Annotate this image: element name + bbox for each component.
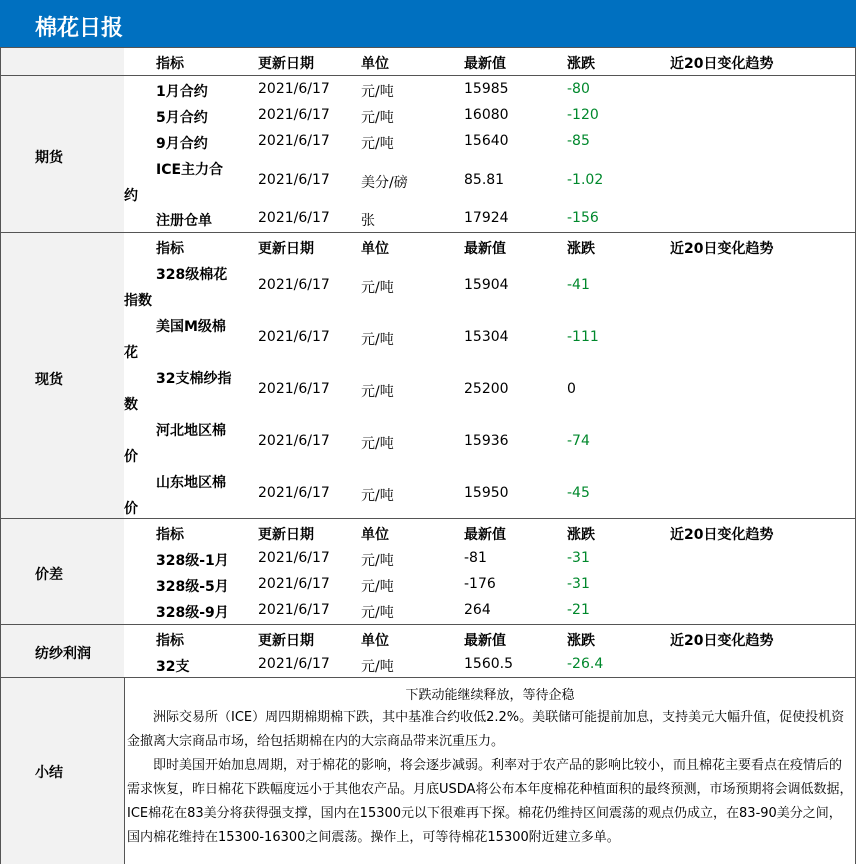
spot-value: 25200 xyxy=(464,381,509,397)
spread-label: 价差 xyxy=(35,567,63,583)
spinning-value: 1560.5 xyxy=(464,656,513,672)
col-header-change: 涨跌 xyxy=(567,633,595,649)
futures-date: 2021/6/17 xyxy=(258,133,330,149)
futures-name-line2: 约 xyxy=(124,188,138,204)
spread-date: 2021/6/17 xyxy=(258,576,330,592)
spread-unit: 元/吨 xyxy=(361,605,394,621)
spread-name: 328级-5月 xyxy=(156,579,229,595)
spread-name: 328级-1月 xyxy=(156,553,229,569)
summary-section xyxy=(0,677,856,864)
spread-change: -31 xyxy=(567,550,590,566)
spinning-change: -26.4 xyxy=(567,656,604,672)
spot-unit: 元/吨 xyxy=(361,280,394,296)
futures-name: 5月合约 xyxy=(156,110,208,126)
header-row xyxy=(0,47,856,75)
futures-change: -156 xyxy=(567,210,599,226)
spread-change: -31 xyxy=(567,576,590,592)
futures-unit: 元/吨 xyxy=(361,110,394,126)
col-header-value: 最新值 xyxy=(464,527,506,543)
col-header-value: 最新值 xyxy=(464,633,506,649)
spot-value: 15904 xyxy=(464,277,509,293)
futures-value: 17924 xyxy=(464,210,509,226)
spread-name: 328级-9月 xyxy=(156,605,229,621)
summary-paragraph-1: 洲际交易所（ICE）周四期棉期棉下跌，其中基准合约收低2.2%。美联储可能提前加息，支持美元大幅升值，促使投机资金撤离大宗商品市场，给包括期棉在内的大宗商品带来沉重压力。 xyxy=(127,710,845,749)
spot-unit: 元/吨 xyxy=(361,332,394,348)
col-header-unit: 单位 xyxy=(361,56,389,72)
spot-name-line2: 花 xyxy=(124,345,138,361)
spinning-date: 2021/6/17 xyxy=(258,656,330,672)
futures-unit: 美分/磅 xyxy=(361,175,408,191)
spot-name-line1: 32支棉纱指 xyxy=(156,371,232,387)
spot-date: 2021/6/17 xyxy=(258,485,330,501)
spot-change: -45 xyxy=(567,485,590,501)
spot-name-line1: 美国M级棉 xyxy=(156,319,226,335)
spot-date: 2021/6/17 xyxy=(258,433,330,449)
summary-box xyxy=(124,678,855,864)
futures-label: 期货 xyxy=(35,150,63,166)
title-bar xyxy=(0,0,856,47)
header-left-cell xyxy=(1,48,124,75)
futures-date: 2021/6/17 xyxy=(258,107,330,123)
futures-change: -120 xyxy=(567,107,599,123)
spot-value: 15304 xyxy=(464,329,509,345)
col-header-date: 更新日期 xyxy=(258,56,314,72)
spot-value: 15950 xyxy=(464,485,509,501)
futures-change: -85 xyxy=(567,133,590,149)
summary-label: 小结 xyxy=(35,765,63,781)
col-header-date: 更新日期 xyxy=(258,241,314,257)
col-header-unit: 单位 xyxy=(361,527,389,543)
spread-unit: 元/吨 xyxy=(361,553,394,569)
spot-value: 15936 xyxy=(464,433,509,449)
spread-value: -176 xyxy=(464,576,496,592)
spot-name-line1: 河北地区棉 xyxy=(156,423,226,439)
spinning-section xyxy=(0,624,856,677)
col-header-date: 更新日期 xyxy=(258,633,314,649)
futures-change: -80 xyxy=(567,81,590,97)
col-header-value: 最新值 xyxy=(464,56,506,72)
spot-unit: 元/吨 xyxy=(361,488,394,504)
futures-change: -1.02 xyxy=(567,172,604,188)
spot-name-line2: 指数 xyxy=(124,293,152,309)
futures-name: 9月合约 xyxy=(156,136,208,152)
col-header-unit: 单位 xyxy=(361,633,389,649)
futures-value: 85.81 xyxy=(464,172,505,188)
futures-value: 16080 xyxy=(464,107,509,123)
summary-paragraph-2: 即时美国开始加息周期，对于棉花的影响，将会逐步减弱。利率对于农产品的影响比较小，而且棉花主要看点在疫情后的需求恢复，昨日棉花下跌幅度远小于其他农产品。月底USDA将公布本年度棉花种植面积的最终预测，市场预期将会调低数据，ICE棉花在83美分将获得强支撑，国内在15300元以下很难再下探。棉花仍维持区间震荡的观点仍成立，在83-90美分之间，国内棉花维持在15300-16300之间震荡。操作上，可等待棉花15300附近建立多单。 xyxy=(127,758,853,845)
col-header-trend: 近20日变化趋势 xyxy=(670,527,774,543)
futures-unit: 元/吨 xyxy=(361,136,394,152)
futures-name: 1月合约 xyxy=(156,84,208,100)
summary-title: 下跌动能继续释放，等待企稳 xyxy=(405,688,575,703)
futures-name-line1: ICE主力合 xyxy=(156,162,224,178)
spot-name-line1: 328级棉花 xyxy=(156,267,228,283)
futures-unit: 张 xyxy=(361,213,375,229)
spot-unit: 元/吨 xyxy=(361,436,394,452)
futures-date: 2021/6/17 xyxy=(258,172,330,188)
spread-change: -21 xyxy=(567,602,590,618)
col-header-trend: 近20日变化趋势 xyxy=(670,56,774,72)
futures-date: 2021/6/17 xyxy=(258,210,330,226)
spot-section xyxy=(0,232,856,518)
spot-change: -111 xyxy=(567,329,599,345)
spread-date: 2021/6/17 xyxy=(258,550,330,566)
col-header-change: 涨跌 xyxy=(567,241,595,257)
spot-name-line1: 山东地区棉 xyxy=(156,475,226,491)
spread-date: 2021/6/17 xyxy=(258,602,330,618)
page-title: 棉花日报 xyxy=(35,16,124,41)
spot-name-line2: 价 xyxy=(124,449,138,465)
futures-section xyxy=(0,75,856,232)
futures-unit: 元/吨 xyxy=(361,84,394,100)
spot-change: -74 xyxy=(567,433,590,449)
col-header-indicator: 指标 xyxy=(156,56,184,72)
col-header-trend: 近20日变化趋势 xyxy=(670,633,774,649)
col-header-trend: 近20日变化趋势 xyxy=(670,241,774,257)
futures-value: 15640 xyxy=(464,133,509,149)
spot-date: 2021/6/17 xyxy=(258,277,330,293)
spread-value: 264 xyxy=(464,602,491,618)
futures-name: 注册仓单 xyxy=(156,213,212,229)
col-header-date: 更新日期 xyxy=(258,527,314,543)
col-header-change: 涨跌 xyxy=(567,527,595,543)
spot-change: -41 xyxy=(567,277,590,293)
col-header-value: 最新值 xyxy=(464,241,506,257)
col-header-indicator: 指标 xyxy=(156,527,184,543)
spread-unit: 元/吨 xyxy=(361,579,394,595)
col-header-indicator: 指标 xyxy=(156,633,184,649)
spot-unit: 元/吨 xyxy=(361,384,394,400)
spot-change: 0 xyxy=(567,381,576,397)
spinning-unit: 元/吨 xyxy=(361,659,394,675)
col-header-unit: 单位 xyxy=(361,241,389,257)
spot-name-line2: 价 xyxy=(124,501,138,517)
spot-date: 2021/6/17 xyxy=(258,329,330,345)
spot-label: 现货 xyxy=(35,372,63,388)
spot-name-line2: 数 xyxy=(124,397,138,413)
spread-value: -81 xyxy=(464,550,487,566)
spread-section xyxy=(0,518,856,624)
spinning-name: 32支 xyxy=(156,659,190,675)
spinning-label: 纺纱利润 xyxy=(35,646,91,662)
futures-date: 2021/6/17 xyxy=(258,81,330,97)
futures-value: 15985 xyxy=(464,81,509,97)
col-header-change: 涨跌 xyxy=(567,56,595,72)
spot-date: 2021/6/17 xyxy=(258,381,330,397)
col-header-indicator: 指标 xyxy=(156,241,184,257)
